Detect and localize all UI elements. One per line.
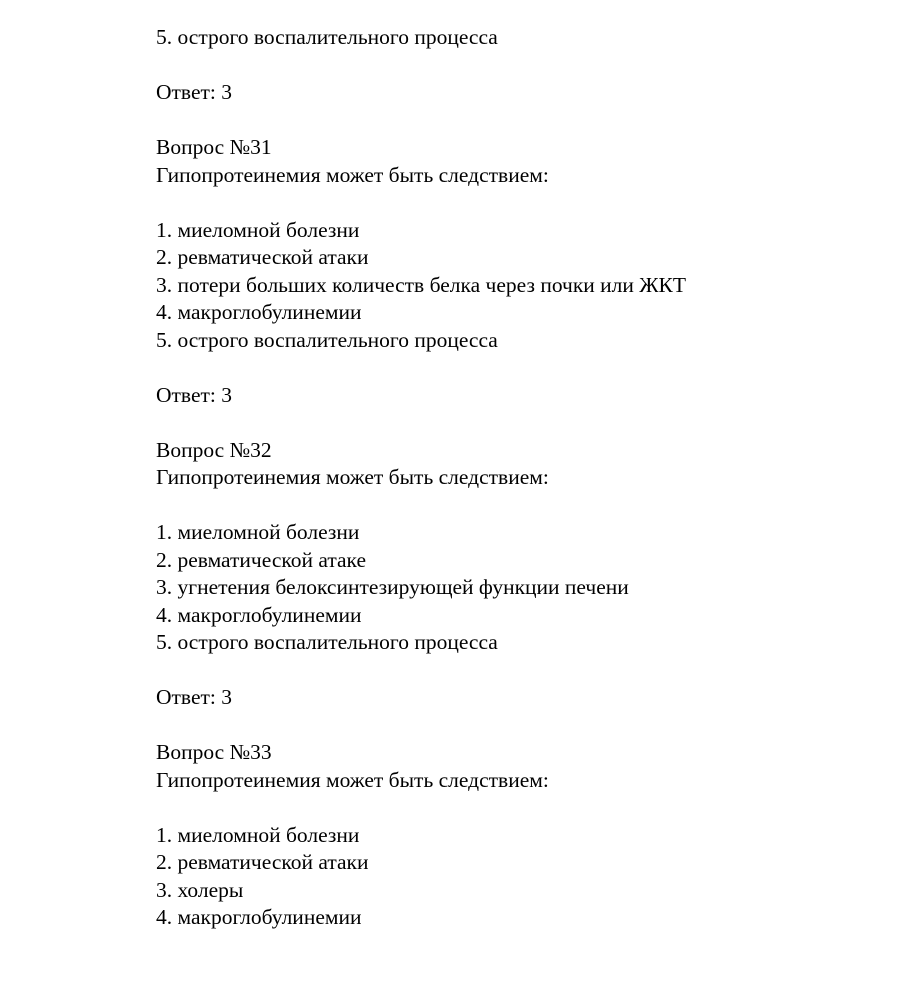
question-heading: Вопрос №33 xyxy=(156,740,272,764)
option-text: 4. макроглобулинемии xyxy=(156,602,362,627)
spacer xyxy=(156,189,876,217)
spacer xyxy=(156,354,876,382)
question-prompt: Гипопротеинемия может быть следствием: xyxy=(156,465,549,489)
question-prompt: Гипопротеинемия может быть следствием: xyxy=(156,162,549,187)
option-text: 2. ревматической атаки xyxy=(156,245,369,269)
option-text: 1. миеломной болезни xyxy=(156,520,360,544)
document-page xyxy=(156,24,876,932)
option-text: 5. острого воспалительного процесса xyxy=(156,327,498,352)
options-list xyxy=(156,822,876,932)
answer-text: Ответ: 3 xyxy=(156,685,232,709)
question-block xyxy=(156,739,876,932)
option-text: 3. холеры xyxy=(156,877,244,902)
question-prompt: Гипопротеинемия может быть следствием: xyxy=(156,767,549,792)
spacer xyxy=(156,657,876,685)
option-text: 2. ревматической атаке xyxy=(156,547,366,572)
options-list xyxy=(156,519,876,657)
option-text: 4. макроглобулинемии xyxy=(156,300,362,324)
spacer xyxy=(156,107,876,135)
spacer xyxy=(156,712,876,740)
question-heading: Вопрос №32 xyxy=(156,437,272,462)
spacer xyxy=(156,52,876,80)
option-text: 1. миеломной болезни xyxy=(156,822,360,847)
answer-text: Ответ: 3 xyxy=(156,382,232,407)
question-block xyxy=(156,134,876,437)
option-text: 3. угнетения белоксинтезирующей функции печени xyxy=(156,575,629,599)
option-text: 2. ревматической атаки xyxy=(156,850,369,874)
question-heading: Вопрос №31 xyxy=(156,135,272,159)
option-text: 5. острого воспалительного процесса xyxy=(156,630,498,654)
spacer xyxy=(156,409,876,437)
spacer xyxy=(156,492,876,520)
option-text: 5. острого воспалительного процесса xyxy=(156,25,498,49)
answer-text: Ответ: 3 xyxy=(156,80,232,104)
option-text: 3. потери больших количеств белка через почки или ЖКТ xyxy=(156,272,687,297)
option-text: 1. миеломной болезни xyxy=(156,217,360,242)
options-list xyxy=(156,217,876,355)
spacer xyxy=(156,794,876,822)
option-text: 4. макроглобулинемии xyxy=(156,905,362,929)
question-block xyxy=(156,437,876,740)
